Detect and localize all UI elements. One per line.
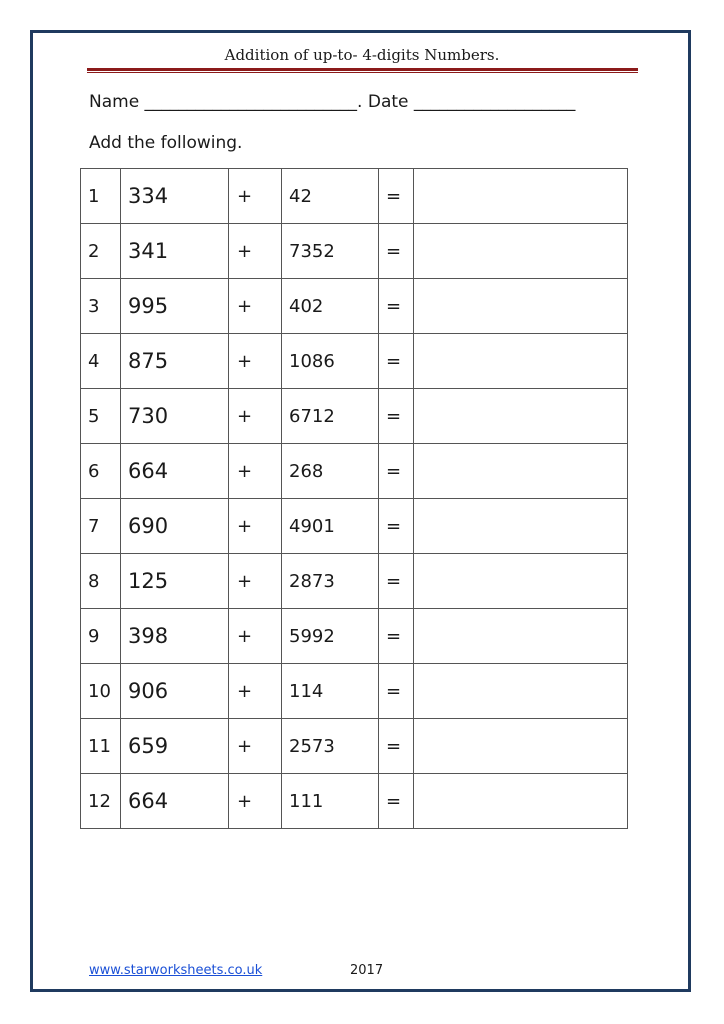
second-addend: 268 xyxy=(282,444,379,499)
plus-sign: + xyxy=(229,389,282,444)
answer-cell[interactable] xyxy=(414,554,628,609)
title-rule xyxy=(87,68,638,73)
answer-cell[interactable] xyxy=(414,664,628,719)
problem-row xyxy=(81,499,628,554)
problem-number: 1 xyxy=(81,169,121,224)
second-addend: 42 xyxy=(282,169,379,224)
equals-sign: = xyxy=(379,334,414,389)
equals-sign: = xyxy=(379,444,414,499)
answer-cell[interactable] xyxy=(414,224,628,279)
second-addend: 5992 xyxy=(282,609,379,664)
first-addend: 690 xyxy=(121,499,229,554)
answer-cell[interactable] xyxy=(414,169,628,224)
first-addend: 664 xyxy=(121,774,229,829)
problem-row xyxy=(81,224,628,279)
footer-year: 2017 xyxy=(350,963,384,978)
equals-sign: = xyxy=(379,279,414,334)
equals-sign: = xyxy=(379,664,414,719)
name-date-line: Name _________________________. Date ___________________ xyxy=(89,92,576,112)
plus-sign: + xyxy=(229,719,282,774)
first-addend: 125 xyxy=(121,554,229,609)
equals-sign: = xyxy=(379,224,414,279)
second-addend: 1086 xyxy=(282,334,379,389)
problem-number: 9 xyxy=(81,609,121,664)
first-addend: 730 xyxy=(121,389,229,444)
second-addend: 402 xyxy=(282,279,379,334)
answer-cell[interactable] xyxy=(414,279,628,334)
plus-sign: + xyxy=(229,169,282,224)
problem-row xyxy=(81,554,628,609)
problem-row xyxy=(81,169,628,224)
problem-row xyxy=(81,389,628,444)
second-addend: 4901 xyxy=(282,499,379,554)
answer-cell[interactable] xyxy=(414,499,628,554)
plus-sign: + xyxy=(229,444,282,499)
answer-cell[interactable] xyxy=(414,719,628,774)
worksheet-title: Addition of up-to- 4-digits Numbers. xyxy=(224,46,500,64)
problem-number: 11 xyxy=(81,719,121,774)
problem-number: 3 xyxy=(81,279,121,334)
problem-number: 12 xyxy=(81,774,121,829)
plus-sign: + xyxy=(229,279,282,334)
plus-sign: + xyxy=(229,609,282,664)
addition-table xyxy=(80,168,628,829)
second-addend: 114 xyxy=(282,664,379,719)
plus-sign: + xyxy=(229,554,282,609)
second-addend: 6712 xyxy=(282,389,379,444)
answer-cell[interactable] xyxy=(414,334,628,389)
problem-number: 6 xyxy=(81,444,121,499)
website-link[interactable]: www.starworksheets.co.uk xyxy=(89,963,263,978)
problem-number: 2 xyxy=(81,224,121,279)
addition-table-body xyxy=(81,169,628,829)
equals-sign: = xyxy=(379,719,414,774)
problem-number: 10 xyxy=(81,664,121,719)
answer-cell[interactable] xyxy=(414,389,628,444)
problem-row xyxy=(81,719,628,774)
problem-number: 8 xyxy=(81,554,121,609)
equals-sign: = xyxy=(379,609,414,664)
problem-number: 5 xyxy=(81,389,121,444)
problem-row xyxy=(81,334,628,389)
problem-row xyxy=(81,609,628,664)
plus-sign: + xyxy=(229,334,282,389)
first-addend: 664 xyxy=(121,444,229,499)
problem-row xyxy=(81,279,628,334)
answer-cell[interactable] xyxy=(414,774,628,829)
first-addend: 995 xyxy=(121,279,229,334)
second-addend: 2873 xyxy=(282,554,379,609)
problem-number: 4 xyxy=(81,334,121,389)
equals-sign: = xyxy=(379,774,414,829)
equals-sign: = xyxy=(379,554,414,609)
second-addend: 7352 xyxy=(282,224,379,279)
first-addend: 341 xyxy=(121,224,229,279)
problem-row xyxy=(81,444,628,499)
plus-sign: + xyxy=(229,224,282,279)
equals-sign: = xyxy=(379,389,414,444)
plus-sign: + xyxy=(229,499,282,554)
first-addend: 906 xyxy=(121,664,229,719)
problem-row xyxy=(81,774,628,829)
equals-sign: = xyxy=(379,169,414,224)
equals-sign: = xyxy=(379,499,414,554)
second-addend: 111 xyxy=(282,774,379,829)
answer-cell[interactable] xyxy=(414,609,628,664)
second-addend: 2573 xyxy=(282,719,379,774)
plus-sign: + xyxy=(229,774,282,829)
plus-sign: + xyxy=(229,664,282,719)
instruction-text: Add the following. xyxy=(89,133,243,153)
first-addend: 659 xyxy=(121,719,229,774)
answer-cell[interactable] xyxy=(414,444,628,499)
problem-row xyxy=(81,664,628,719)
first-addend: 334 xyxy=(121,169,229,224)
first-addend: 875 xyxy=(121,334,229,389)
first-addend: 398 xyxy=(121,609,229,664)
problem-number: 7 xyxy=(81,499,121,554)
